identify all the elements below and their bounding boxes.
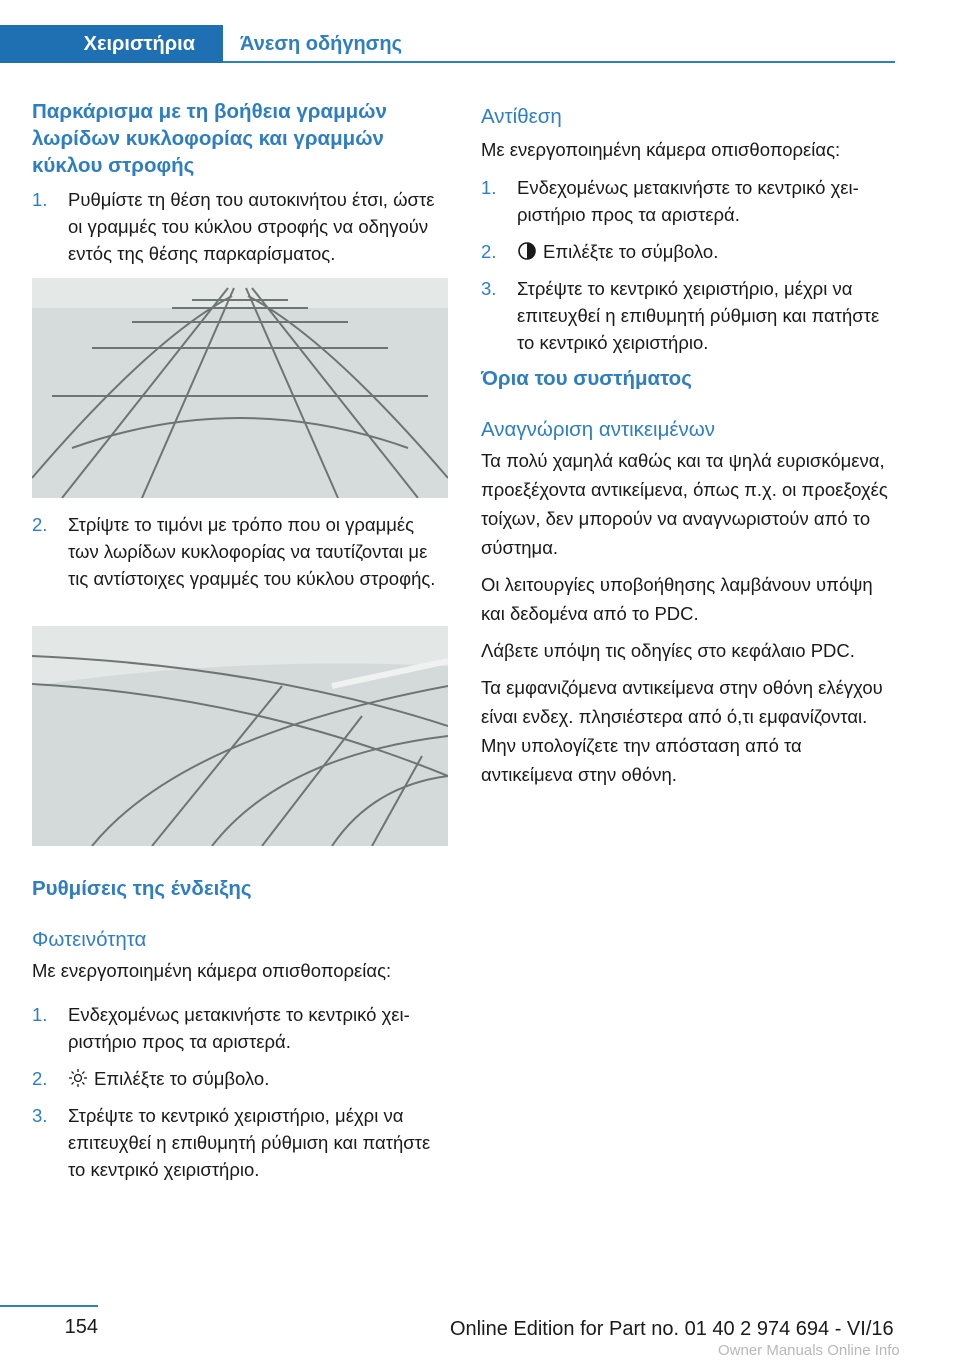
parking-steps-b	[32, 511, 448, 592]
page-number-rule	[0, 1305, 98, 1307]
detection-block	[481, 417, 896, 789]
step-number: 1.	[32, 189, 48, 210]
edition-line: Online Edition for Part no. 01 40 2 974 694 - VI/16	[450, 1318, 894, 1340]
camera-image-turning	[32, 626, 448, 846]
step-text: Ενδεχομένως μετακινήστε το κεντρικό χειριστήριο προς τα αριστερά.	[68, 1004, 410, 1052]
brightness-icon	[68, 1068, 88, 1088]
step-text: Ενδεχομένως μετακινήστε το κεντρικό χειριστήριο προς τα αριστερά.	[517, 177, 859, 225]
lane-lines-illustration	[32, 278, 448, 498]
limits-block	[481, 366, 896, 391]
step-text: Ρυθμίστε τη θέση του αυτοκινήτου έτσι, ώστε οι γραμμές του κύκλου στροφής να οδηγούν εντός της θέσης παρκαρίσματος.	[68, 189, 435, 264]
step-number: 2.	[32, 514, 48, 535]
system-limits-heading: Όρια του συστήματος	[481, 367, 692, 390]
header-rule	[223, 61, 895, 63]
brightness-intro: Με ενεργοποιημένη κάμερα οπισθοπορείας:	[32, 960, 392, 981]
list-item	[32, 1065, 448, 1092]
list-item	[32, 186, 448, 267]
list-item	[32, 1001, 448, 1055]
page-number: 154	[64, 1316, 98, 1338]
list-item	[481, 174, 896, 228]
display-settings-block	[32, 876, 448, 901]
turning-circle-illustration	[32, 626, 448, 846]
step-number: 3.	[481, 278, 497, 299]
step-number: 3.	[32, 1105, 48, 1126]
step-text: Στρέψτε το κεντρικό χειριστήριο, μέχρι να επιτευχθεί η επιθυμητή ρύθμιση και πατήστε το κεντρικό χειριστήριο.	[68, 1105, 431, 1180]
list-item	[32, 1102, 448, 1183]
step-text: Στρίψτε το τιμόνι με τρόπο που οι γραμμές των λωρίδων κυκλοφορίας να ταυτίζονται με τις αντίστοιχες γραμμές του κύκλου στροφής.	[68, 514, 436, 589]
pdc-data-paragraph: Οι λειτουργίες υποβοήθησης λαμβάνουν υπόψη και δεδομένα από το PDC.	[481, 574, 873, 624]
brightness-block	[32, 927, 448, 985]
step-number: 2.	[32, 1068, 48, 1089]
step-number: 1.	[32, 1004, 48, 1025]
header-tab-controls-label: Χειριστήρια	[83, 32, 195, 55]
detection-paragraph: Τα πολύ χαμηλά καθώς και τα ψηλά ευρισκόμενα, προεξέχοντα αντικείμενα, όπως π.χ. οι προεξοχές τοίχων, δεν μπορούν να αναγνωριστούν από το σύστημα.	[481, 450, 888, 558]
pdc-reference-paragraph: Λάβετε υπόψη τις οδηγίες στο κεφάλαιο PDC.	[481, 640, 855, 661]
contrast-heading: Αντίθεση	[481, 105, 562, 128]
step-text: Επιλέξτε το σύμβολο.	[94, 1068, 270, 1089]
header-tab-section-label: Άνεση οδήγησης	[240, 32, 402, 55]
parking-steps-a	[32, 186, 448, 267]
camera-image-lanes	[32, 278, 448, 498]
contrast-intro: Με ενεργοποιημένη κάμερα οπισθοπορείας:	[481, 139, 841, 160]
brightness-heading: Φωτεινότητα	[32, 928, 147, 951]
header-tab-section[interactable]	[240, 25, 402, 63]
distance-warning-paragraph: Τα εμφανιζόμενα αντικείμενα στην οθόνη ελέγχου είναι ενδεχ. πλησιέστερα από ό,τι εμφανίζονται. Μην υπολογίζετε την απόσταση από τα αντικείμενα στην οθόνη.	[481, 677, 883, 785]
contrast-steps	[481, 174, 896, 356]
step-text: Στρέψτε το κεντρικό χειριστήριο, μέχρι να επιτευχθεί η επιθυμητή ρύθμιση και πατήστε το κεντρικό χειριστήριο.	[517, 278, 880, 353]
list-item	[481, 275, 896, 356]
contrast-block	[481, 104, 896, 164]
object-detection-heading: Αναγνώριση αντικειμένων	[481, 418, 716, 441]
list-item	[32, 511, 448, 592]
left-heading-block	[32, 98, 448, 179]
header-tab-controls[interactable]	[0, 25, 223, 63]
watermark: Owner Manuals Online Info	[718, 1342, 900, 1359]
display-settings-heading: Ρυθμίσεις της ένδειξης	[32, 877, 252, 900]
step-number: 2.	[481, 241, 497, 262]
parking-heading: Παρκάρισμα με τη βοήθεια γραμμών λωρίδων κυκλοφορίας και γραμμών κύκλου στροφής	[32, 100, 387, 177]
step-number: 1.	[481, 177, 497, 198]
list-item	[481, 238, 896, 265]
step-text: Επιλέξτε το σύμβολο.	[543, 241, 719, 262]
brightness-steps	[32, 1001, 448, 1183]
contrast-icon	[517, 241, 537, 261]
